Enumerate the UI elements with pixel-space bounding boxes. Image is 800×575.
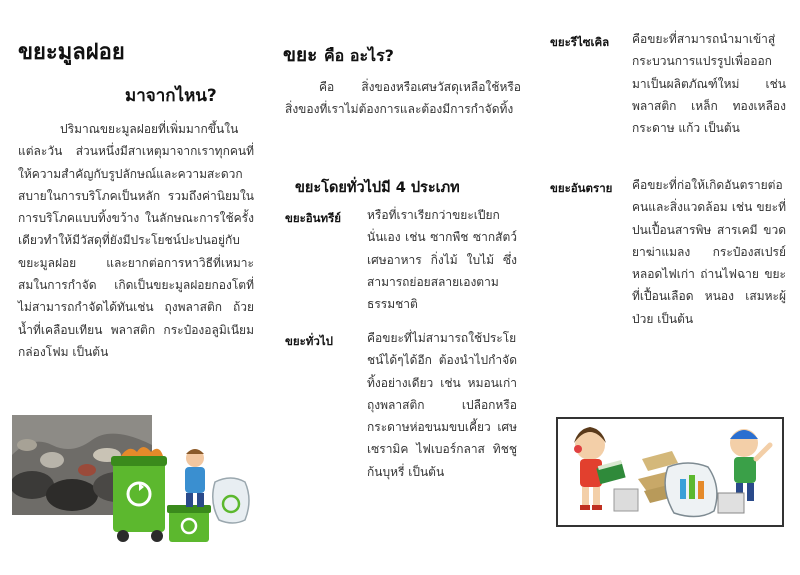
recycle-waste-term: ขยะรีไซเคิล xyxy=(550,35,610,49)
general-waste-definition: คือขยะที่ไม่สามารถใช้ประโยชน์ได้ๆได้อีก ต้องนำไปกำจัดทิ้งอย่างเดียว เช่น หมอนเก่า ถุงพลาสติก เปลือกหรือกระดาษห่อขนมขบเคี้ยว เศษเซรามิค ไฟเบอร์กลาส ทิชชู ก้นบุหรี่ เป็นต้น xyxy=(367,331,517,479)
organic-waste-term: ขยะอินทรีย์ xyxy=(285,211,342,225)
recycle-bins-illustration xyxy=(111,440,259,548)
kids-sorting-illustration xyxy=(556,417,784,527)
types-heading: ขยะโดยทั่วไปมี 4 ประเภท xyxy=(295,180,460,196)
middle-panel xyxy=(283,0,523,575)
left-panel xyxy=(18,0,256,575)
intro-paragraph: ปริมาณขยะมูลฝอยที่เพิ่มมากขึ้นในแต่ละวัน ส่วนหนึ่งมีสาเหตุมาจากเราทุกคนที่ให้ความสำคัญกับรูปลักษณ์และความสะดวกสบายในการบริโภคเป็นหลัก รวมถึงค่านิยมในการบริโภคแบบทิ้งขว้าง ในลักษณะการใช้ครั้งเดียวทำให้มีวัสดุที่ยังมีประโยชน์ปะปนอยู่กับขยะมูลฝอย และยากต่อการหาวิธีที่เหมาะสมในการกำจัด เกิดเป็นขยะมูลฝอยกองโตที่ไม่สามารถกำจัดได้ทันเช่น ถุงพลาสติก ถ้วยน้ำที่เคลือบเทียน พลาสติก กระป๋องอลูมิเนียม กล่องโฟม เป็นต้น xyxy=(18,122,254,359)
definition-heading-small: คือ อะไร? xyxy=(323,46,394,65)
panel-title: ขยะมูลฝอย xyxy=(18,40,125,65)
definition-heading xyxy=(283,40,394,70)
panel-subtitle: มาจากไหน? xyxy=(125,86,217,106)
right-panel xyxy=(548,0,786,575)
organic-waste-definition: หรือที่เราเรียกว่าขยะเปียกนั่นเอง เช่น ซากพืช ซากสัตว์ เศษอาหาร กิ่งไม้ ใบไม้ ซึ่งสามารถย่อยสลายเองตามธรรมชาติ xyxy=(367,208,517,312)
recycle-waste-definition: คือขยะที่สามารถนำมาเข้าสู่กระบวนการแปรรูปเพื่อออกมาเป็นผลิตภัณฑ์ใหม่ เช่น พลาสติก เหล็ก ทองเหลือง กระดาษ แก้ว เป็นต้น xyxy=(632,32,786,136)
general-waste-term: ขยะทั่วไป xyxy=(285,334,333,348)
definition-paragraph: คือ สิ่งของหรือเศษวัสดุเหลือใช้หรือสิ่งของที่เราไม่ต้องการและต้องมีการกำจัดทิ้ง xyxy=(285,80,521,117)
hazardous-waste-term: ขยะอันตราย xyxy=(550,181,613,195)
hazardous-waste-definition: คือขยะที่ก่อให้เกิดอันตรายต่อคนและสิ่งแวดล้อม เช่น ขยะที่ปนเปื้อนสารพิษ สารเคมี ขวดยาฆ่าแมลง กระป๋องสเปรย์ หลอดไฟเก่า ถ่านไฟฉาย ขยะที่เปื้อนเลือด หนอง เสมหะผู้ป่วย เป็นต้น xyxy=(632,178,786,326)
definition-heading-main: ขยะ xyxy=(283,44,318,66)
